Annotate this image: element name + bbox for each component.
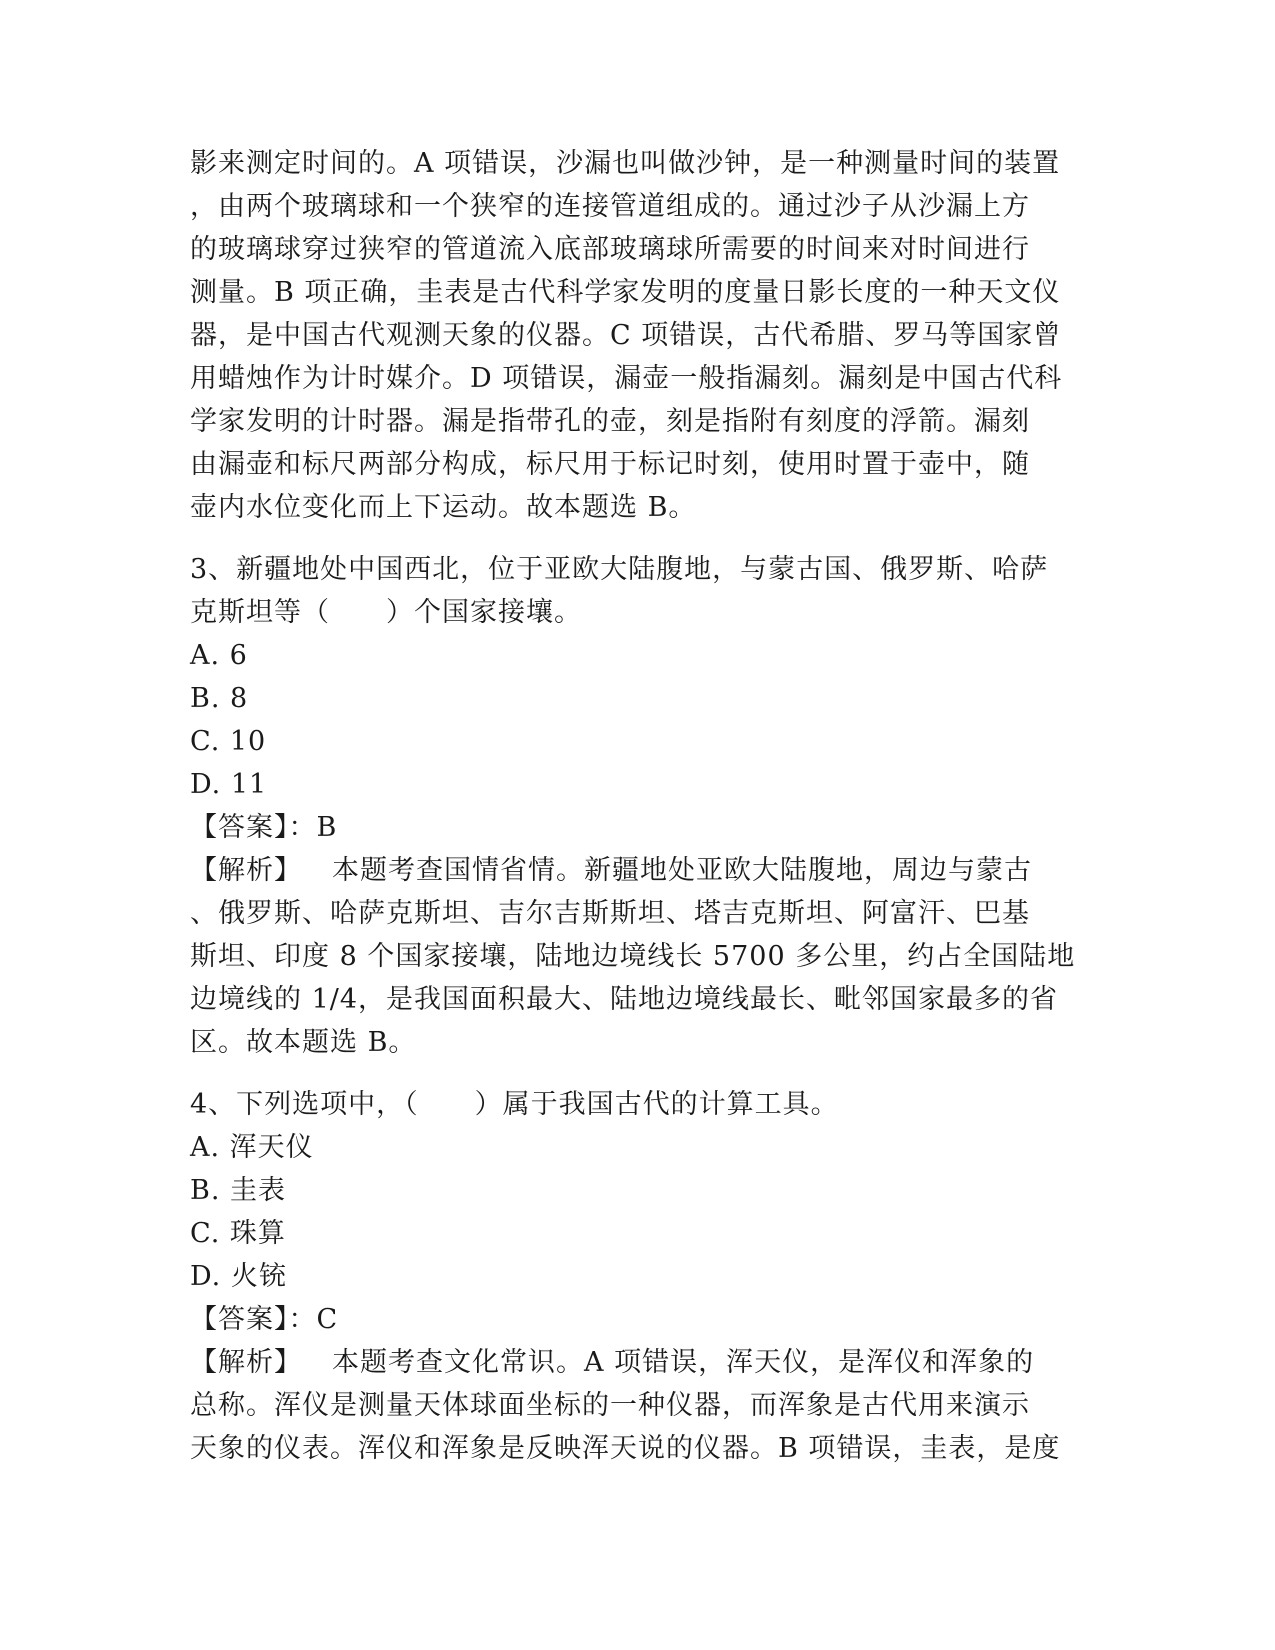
analysis-text: 边境线的 1/4，是我国面积最大、陆地边境线最长、毗邻国家最多的省 — [190, 984, 1059, 1015]
analysis-text: 本题考查国情省情。新疆地处亚欧大陆腹地，周边与蒙古 — [332, 855, 1032, 886]
option-d: D. 11 — [190, 769, 268, 800]
analysis-text: 天象的仪表。浑仪和浑象是反映浑天说的仪器。B 项错误，圭表，是度 — [190, 1433, 1061, 1464]
text-line: 的玻璃球穿过狭窄的管道流入底部玻璃球所需要的时间来对时间进行 — [190, 234, 1030, 265]
text-line: 器，是中国古代观测天象的仪器。C 项错误，古代希腊、罗马等国家曾 — [190, 320, 1062, 351]
document-page — [190, 142, 1090, 1470]
option-b: B. 圭表 — [190, 1175, 287, 1206]
question-text: 4、下列选项中，（ ）属于我国古代的计算工具。 — [190, 1089, 839, 1120]
option-a: A. 6 — [190, 640, 248, 671]
option-b: B. 8 — [190, 683, 249, 714]
analysis-text: 区。故本题选 B。 — [190, 1027, 417, 1058]
analysis-text: 总称。浑仪是测量天体球面坐标的一种仪器，而浑象是古代用来演示 — [190, 1390, 1030, 1421]
text-line: 壶内水位变化而上下运动。故本题选 B。 — [190, 492, 697, 523]
option-c: C. 珠算 — [190, 1218, 286, 1249]
text-line: 测量。B 项正确，圭表是古代科学家发明的度量日影长度的一种天文仪 — [190, 277, 1061, 308]
text-line: ，由两个玻璃球和一个狭窄的连接管道组成的。通过沙子从沙漏上方 — [190, 191, 1030, 222]
text-line: 学家发明的计时器。漏是指带孔的壶，刻是指附有刻度的浮箭。漏刻 — [190, 406, 1030, 437]
q2-explanation-continuation — [190, 142, 1090, 529]
question-text: 克斯坦等（ ）个国家接壤。 — [190, 597, 582, 628]
analysis-text: 斯坦、印度 8 个国家接壤，陆地边境线长 5700 多公里，约占全国陆地 — [190, 941, 1076, 972]
text-line: 由漏壶和标尺两部分构成，标尺用于标记时刻，使用时置于壶中，随 — [190, 449, 1030, 480]
option-c: C. 10 — [190, 726, 267, 757]
text-line: 影来测定时间的。A 项错误，沙漏也叫做沙钟，是一种测量时间的装置 — [190, 148, 1061, 179]
analysis-label: 【解析】 — [190, 855, 302, 886]
analysis-text: 本题考查文化常识。A 项错误，浑天仪，是浑仪和浑象的 — [332, 1347, 1035, 1378]
option-d: D. 火铳 — [190, 1261, 287, 1292]
text-line: 用蜡烛作为计时媒介。D 项错误，漏壶一般指漏刻。漏刻是中国古代科 — [190, 363, 1063, 394]
analysis-text: 、俄罗斯、哈萨克斯坦、吉尔吉斯斯坦、塔吉克斯坦、阿富汗、巴基 — [190, 898, 1030, 929]
analysis-label: 【解析】 — [190, 1347, 302, 1378]
question-3 — [190, 548, 1090, 1064]
answer-line: 【答案】：B — [190, 812, 338, 843]
analysis-first-line — [190, 849, 1090, 892]
question-4 — [190, 1083, 1090, 1470]
question-text: 3、新疆地处中国西北，位于亚欧大陆腹地，与蒙古国、俄罗斯、哈萨 — [190, 554, 1049, 585]
answer-line: 【答案】：C — [190, 1304, 339, 1335]
analysis-first-line — [190, 1341, 1090, 1384]
option-a: A. 浑天仪 — [190, 1132, 314, 1163]
